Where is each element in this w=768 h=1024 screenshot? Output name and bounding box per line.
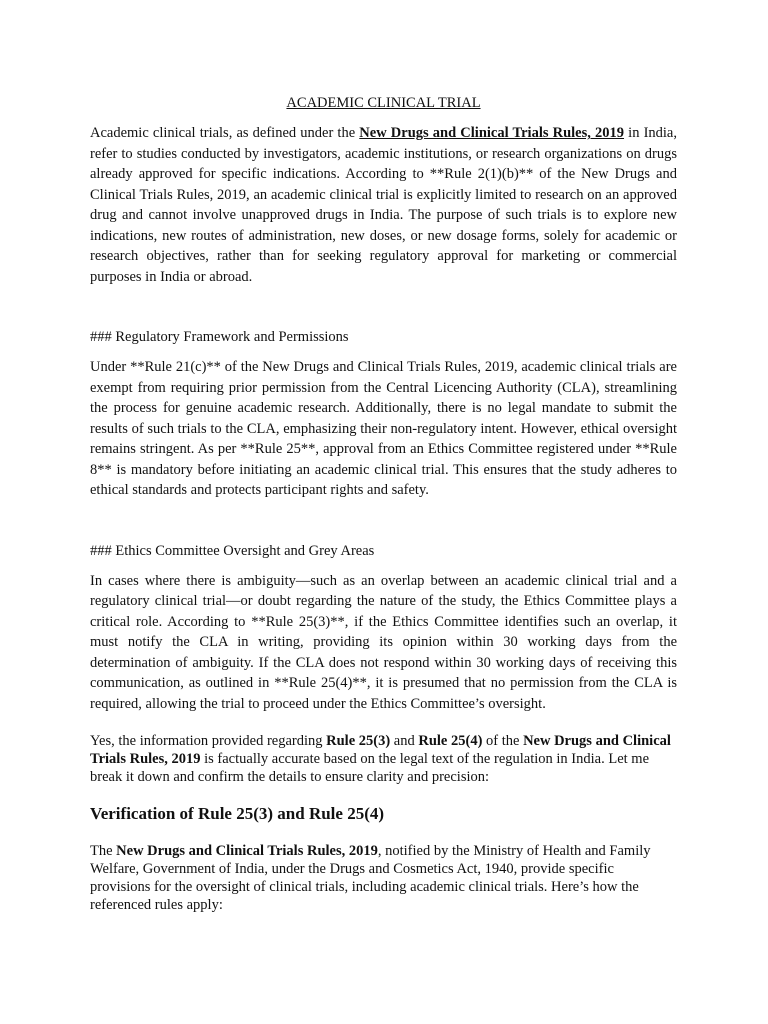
- intro-lead: Academic clinical trials, as defined under the: [90, 125, 360, 141]
- verification-heading: Verification of Rule 25(3) and Rule 25(4): [90, 804, 385, 823]
- document-title: ACADEMIC CLINICAL TRIAL: [286, 95, 481, 111]
- confirmation-text-2: and: [390, 733, 419, 749]
- section-heading-ethics: ### Ethics Committee Oversight and Grey Areas: [90, 542, 375, 559]
- confirmation-text-3: of the: [482, 733, 524, 749]
- regulatory-paragraph: Under **Rule 21(c)** of the New Drugs and Clinical Trials Rules, 2019, academic clinical trials are exempt from requiring prior permission from the Central Licencing Authority (CLA), streamlining the process for genuine academic research. Additionally, there is no legal mandate to submit the results of such trials to the CLA, emphasizing their non-regulatory intent. However, ethical oversight remains stringent. As per **Rule 25**, approval from an Ethics Committee registered under **Rule 8** is mandatory before initiating an academic clinical trial. This ensures that the study adheres to ethical standards and protects participant rights and safety.: [90, 359, 677, 498]
- intro-paragraph: [90, 123, 677, 287]
- document-page: [90, 93, 677, 914]
- confirmation-text-1: Yes, the information provided regarding: [90, 733, 327, 749]
- confirmation-text-4: is factually accurate based on the legal text of the regulation in India. Let me break it down and confirm the details to ensure clarity and precision:: [90, 751, 650, 785]
- confirmation-paragraph: [90, 732, 677, 786]
- intro-rest: in India, refer to studies conducted by investigators, academic institutions, or research organizations on drugs already approved for specific indications. According to **Rule 2(1)(b)** of the New Drugs and Clinical Trials Rules, 2019, an academic clinical trial is explicitly limited to research on an approved drug and cannot involve unapproved drugs in India. The purpose of such trials is to explore new indications, new routes of administration, new doses, or new dosage forms, solely for academic or research objectives, rather than for seeking regulatory approval for marketing or commercial purposes in India or abroad.: [90, 125, 677, 285]
- verification-text-1: The: [90, 843, 117, 859]
- section-heading-regulatory: ### Regulatory Framework and Permissions: [90, 329, 349, 345]
- rules-name-bold: New Drugs and Clinical Trials Rules, 2019: [90, 733, 671, 767]
- ethics-paragraph: In cases where there is ambiguity—such as an overlap between an academic clinical trial and a regulatory clinical trial—or doubt regarding the nature of the study, the Ethics Committee plays a critical role. According to **Rule 25(3)**, if the Ethics Committee identifies such an overlap, it must notify the CLA in writing, providing its opinion within 30 working days from the determination of ambiguity. If the CLA does not respond within 30 working days of receiving this communication, as outlined in **Rule 25(4)**, it is presumed that no permission from the CLA is required, allowing the trial to proceed under the Ethics Committee’s oversight.: [90, 572, 677, 712]
- rules-link[interactable]: New Drugs and Clinical Trials Rules, 2019: [359, 125, 625, 141]
- rule-25-4-ref: Rule 25(4): [418, 733, 483, 749]
- verification-rules-bold: New Drugs and Clinical Trials Rules, 2019: [116, 843, 378, 859]
- rule-25-3-ref: Rule 25(3): [326, 733, 391, 749]
- verification-text-2: , notified by the Ministry of Health and Family Welfare, Government of India, under the Drugs and Cosmetics Act, 1940, provide specific provisions for the oversight of clinical trials, including academic clinical trials. Here’s how the referenced rules apply:: [90, 843, 651, 913]
- verification-paragraph: [90, 842, 677, 914]
